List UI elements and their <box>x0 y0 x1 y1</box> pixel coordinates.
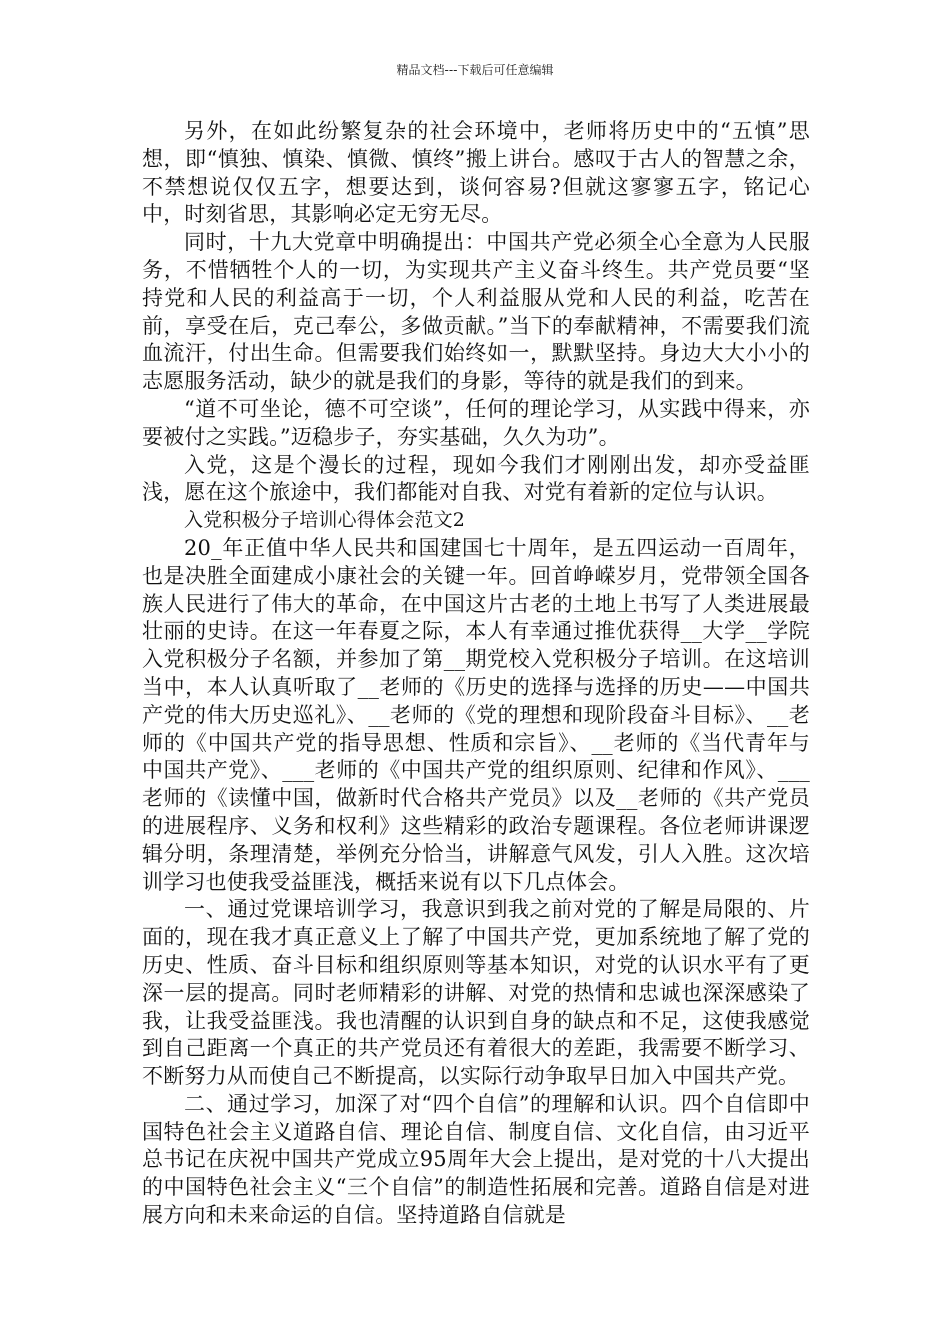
paragraph-wushen: 另外，在如此纷繁复杂的社会环境中，老师将历史中的“五慎”思想，即“慎独、慎染、慎微、慎终”搬上讲台。感叹于古人的智慧之余，不禁想说仅仅五字，想要达到，谈何容易?但就这寥寥五字，铭记心中，时刻省思，其影响必定无穷无尽。 <box>142 119 810 227</box>
document-body <box>142 118 810 1230</box>
page-header: 精品文档---下载后可任意编辑 <box>396 63 554 77</box>
paragraph-long-journey: 入党，这是个漫长的过程，现如今我们才刚刚出发，却亦受益匪浅，愿在这个旅途中，我们都能对自我、对党有着新的定位与认识。 <box>142 452 810 505</box>
section-heading: 入党积极分子培训心得体会范文2 <box>184 509 466 532</box>
paragraph-practice-quote: “道不可坐论，德不可空谈”，任何的理论学习，从实践中得来，亦要被付之实践。”迈稳步子，夯实基础，久久为功”。 <box>142 396 810 449</box>
paragraph-point-two: 二、通过学习，加深了对“四个自信”的理解和认识。四个自信即中国特色社会主义道路自信、理论自信、制度自信、文化自信，由习近平总书记在庆祝中国共产党成立95周年大会上提出，是对党的十八大提出的中国特色社会主义“三个自信”的制造性拓展和完善。道路自信是对进展方向和未来命运的自信。坚持道路自信就是 <box>142 1091 810 1228</box>
paragraph-party-constitution: 同时，十九大党章中明确提出：中国共产党必须全心全意为人民服务，不惜牺牲个人的一切，为实现共产主义奋斗终生。共产党员要“坚持党和人民的利益高于一切，个人利益服从党和人民的利益，吃苦在前，享受在后，克己奉公，多做贡献。”当下的奉献精神，不需要我们流血流汗，付出生命。但需要我们始终如一，默默坚持。身边大大小小的志愿服务活动，缺少的就是我们的身影，等待的就是我们的到来。 <box>142 230 810 394</box>
paragraph-point-one: 一、通过党课培训学习，我意识到我之前对党的了解是局限的、片面的，现在我才真正意义上了解了中国共产党，更加系统地了解了党的历史、性质、奋斗目标和组织原则等基本知识，对党的认识水平有了更深一层的提高。同时老师精彩的讲解、对党的热情和忠诚也深深感染了我，让我受益匪浅。我也清醒的认识到自身的缺点和不足，这使我感觉到自己距离一个真正的共产党员还有着很大的差距，我需要不断学习、不断努力从而使自己不断提高，以实际行动争取早日加入中国共产党。 <box>142 897 810 1089</box>
paragraph-training-intro: 20_年正值中华人民共和国建国七十周年，是五四运动一百周年，也是决胜全面建成小康社会的关键一年。回首峥嵘岁月，党带领全国各族人民进行了伟大的革命，在中国这片古老的土地上书写了人类进展最壮丽的史诗。在这一年春夏之际，本人有幸通过推优获得__大学__学院入党积极分子名额，并参加了第__期党校入党积极分子培训。在这培训当中，本人认真听取了__老师的《历史的选择与选择的历史——中国共产党的伟大历史巡礼》、__老师的《党的理想和现阶段奋斗目标》、__老师的《中国共产党的指导思想、性质和宗旨》、__老师的《当代青年与中国共产党》、___老师的《中国共产党的组织原则、纪律和作风》、___老师的《读懂中国，做新时代合格共产党员》以及__老师的《共产党员的进展程序、义务和权利》这些精彩的政治专题课程。各位老师讲课逻辑分明，条理清楚，举例充分恰当，讲解意气风发，引人入胜。这次培训学习也使我受益匪浅，概括来说有以下几点体会。 <box>142 535 810 894</box>
